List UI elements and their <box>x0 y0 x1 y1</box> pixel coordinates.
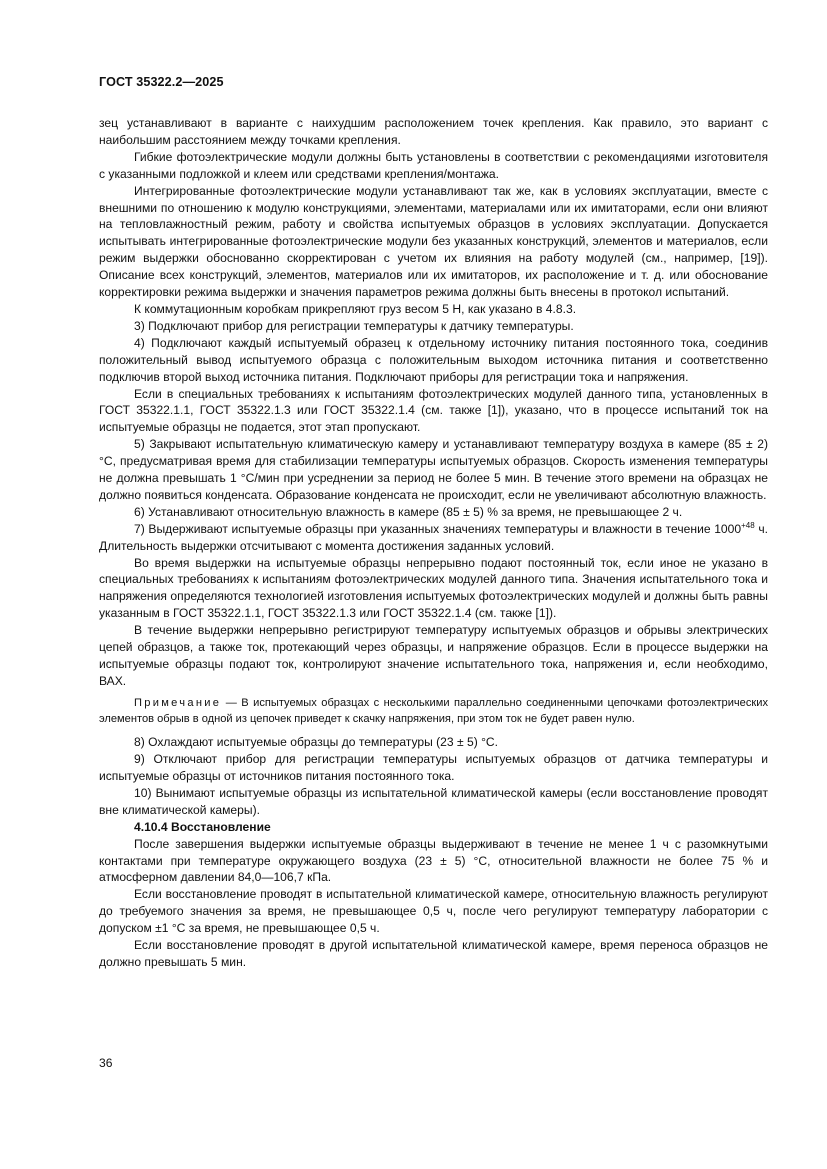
paragraph: Гибкие фотоэлектрические модули должны быть установлены в соответствии с рекомендациями изготовителя с указанными подложкой и клеем или средствами крепления/монтажа. <box>99 149 768 181</box>
note-text: — В испытуемых образцах с несколькими параллельно соединенными цепочками фотоэлектрических элементов обрыв в одной из цепочек приведет к скачку напряжения, при этом ток не будет равен нулю. <box>99 696 768 725</box>
step-7 <box>99 521 768 555</box>
paragraph: зец устанавливают в варианте с наихудшим расположением точек крепления. Как правило, это вариант с наибольшим расстоянием между точками крепления. <box>99 116 768 147</box>
paragraph: Интегрированные фотоэлектрические модули устанавливают так же, как в условиях эксплуатации, вместе с внешними по отношению к модулю конструкциями, элементами, материалами или их имитаторами, если они влияют на тепловлажностный режим, работу и свойства испытуемых образцов в условиях эксплуатации. Допускается испытывать интегрированные фотоэлектрические модули без указанных конструкций, элементов и материалов, если режим выдержки обоснованно скорректирован с учетом их влияния на работу модулей (см., например, [19]). Описание всех конструкций, элементов, материалов или их имитаторов, их расположение и т. д. или обоснование корректировки режима выдержки и значения параметров режима должны быть внесены в протокол испытаний. <box>99 183 768 300</box>
paragraph: Если восстановление проводят в другой испытательной климатической камере, время переноса образцов не должно превышать 5 мин. <box>99 938 768 969</box>
duration-tolerance: +48 <box>741 520 755 530</box>
step-7-text-end: ч. Длительность выдержки отсчитывают с момента достижения заданных условий. <box>99 521 768 553</box>
page-number: 36 <box>99 1056 113 1070</box>
paragraph: Во время выдержки на испытуемые образцы непрерывно подают постоянный ток, если иное не указано в специальных требованиях к испытаниям фотоэлектрических модулей данного типа. Значения испытательного тока и напряжения определяются технологией изготовления испытуемых фотоэлектрических модулей и должны быть равны указанным в ГОСТ 35322.1.1, ГОСТ 35322.1.3 или ГОСТ 35322.1.4 (см. также [1]). <box>99 555 768 621</box>
paragraph: Если в специальных требованиях к испытаниям фотоэлектрических модулей данного типа, установленных в ГОСТ 35322.1.1, ГОСТ 35322.1.3 или ГОСТ 35322.1.4 (см. также [1]), указано, что в процессе испытаний ток на испытуемые образцы не подается, этот этап пропускают. <box>99 386 768 435</box>
paragraph: После завершения выдержки испытуемые образцы выдерживают в течение не менее 1 ч с разомкнутыми контактами при температуре окружающего воздуха (23 ± 5) °С, относительной влажности не более 75 % и атмосферном давлении 84,0—106,7 кПа. <box>99 836 768 885</box>
note <box>99 696 768 727</box>
step-4: 4) Подключают каждый испытуемый образец к отдельному источнику питания постоянного тока, соединив положительный вывод испытуемого образца с положительным выходом источника питания и соответственно подключив второй выход источника питания. Подключают приборы для регистрации тока и напряжения. <box>99 335 768 384</box>
step-8: 8) Охлаждают испытуемые образцы до температуры (23 ± 5) °С. <box>134 735 499 750</box>
paragraph: Если восстановление проводят в испытательной климатической камере, относительную влажность регулируют до требуемого значения за время, не превышающее 0,5 ч, после чего регулируют температуру лаборатории с допуском ±1 °С за время, не превышающее 0,5 ч. <box>99 887 768 936</box>
document-header: ГОСТ 35322.2—2025 <box>99 75 224 89</box>
section-heading: 4.10.4 Восстановление <box>134 819 271 834</box>
step-3: 3) Подключают прибор для регистрации температуры к датчику температуры. <box>134 318 574 333</box>
step-10: 10) Вынимают испытуемые образцы из испытательной климатической камеры (если восстановление проводят вне климатической камеры). <box>99 785 768 817</box>
step-6: 6) Устанавливают относительную влажность в камере (85 ± 5) % за время, не превышающее 2 ч. <box>134 504 683 519</box>
step-7-text: 7) Выдерживают испытуемые образцы при указанных значениях температуры и влажности в течение 1000 <box>134 521 742 536</box>
paragraph: К коммутационным коробкам прикрепляют груз весом 5 Н, как указано в 4.8.3. <box>134 301 577 316</box>
step-9: 9) Отключают прибор для регистрации температуры испытуемых образцов от датчика температуры и испытуемые образцы от источников питания постоянного тока. <box>99 752 768 784</box>
document-body <box>99 115 768 971</box>
paragraph: В течение выдержки непрерывно регистрируют температуру испытуемых образцов и обрывы электрических цепей образцов, а также ток, протекающий через образцы, и напряжение образцов. Если в процессе выдержки на испытуемые образцы подают ток, контролируют значение испытательного тока, напряжения и, если необходимо, ВАХ. <box>99 623 768 688</box>
step-5: 5) Закрывают испытательную климатическую камеру и устанавливают температуру воздуха в камере (85 ± 2) °С, предусматривая время для стабилизации температуры испытуемых образцов. Скорость изменения температуры не должна превышать 1 °С/мин при усреднении за период не более 5 мин. В течение этого времени на образцах не должно появиться конденсата. Образование конденсата не происходит, если не увеличивают абсолютную влажность. <box>99 437 768 502</box>
note-label: Примечание <box>134 696 222 709</box>
